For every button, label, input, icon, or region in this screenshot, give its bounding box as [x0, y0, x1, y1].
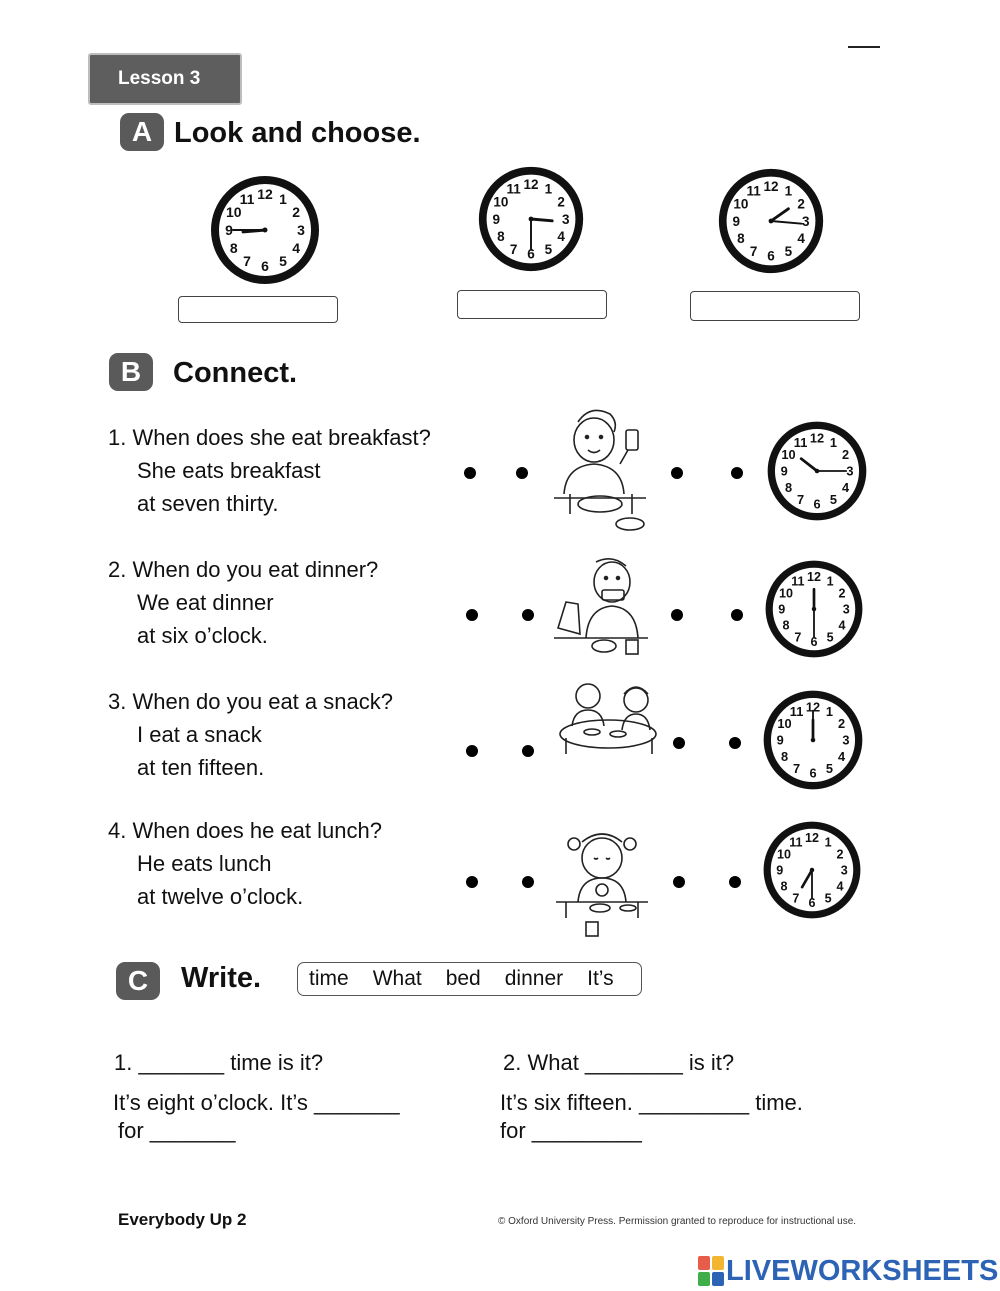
clock-numeral: 12: [807, 570, 821, 585]
clock-numeral: 11: [239, 190, 255, 207]
liveworksheets-logo-icon: [698, 1256, 724, 1286]
connect-item-2: [108, 553, 378, 652]
clock-numeral: 8: [497, 229, 505, 245]
write-q2-line2: It’s six fifteen. _________ time.: [500, 1090, 803, 1115]
clock-numeral: 12: [763, 179, 779, 195]
clock-hub: [529, 217, 534, 222]
clock-numeral: 6: [527, 246, 535, 262]
clock-hub: [810, 868, 814, 872]
clock-numeral: 11: [793, 435, 808, 451]
connect-dot-picture-left-4[interactable]: [522, 876, 534, 888]
clock-numeral: 2: [557, 194, 565, 210]
connect-answer-3a: I eat a snack: [137, 722, 262, 747]
write-q2-line3: for _________: [500, 1118, 642, 1143]
word-bank: [297, 962, 642, 996]
clock-numeral: 10: [781, 447, 796, 463]
clock-hour-hand: [531, 219, 552, 221]
clock-numeral: 3: [802, 213, 810, 229]
clock-numeral: 10: [777, 847, 792, 862]
clock-numeral: 5: [829, 492, 838, 508]
clock-numeral: 6: [813, 496, 821, 512]
answer-box-1[interactable]: [178, 296, 338, 323]
connect-answer-3b: at ten fifteen.: [137, 755, 265, 780]
clock-numeral: 9: [776, 732, 784, 748]
write-q1-line1: 1. _______ time is it?: [114, 1050, 324, 1075]
clock-numeral: 11: [791, 574, 805, 589]
clock-numeral: 8: [784, 480, 793, 496]
clock-numeral: 12: [257, 186, 273, 202]
connect-dot-clock-2[interactable]: [731, 609, 743, 621]
answer-box-2[interactable]: [457, 290, 607, 319]
clock-numeral: 12: [805, 699, 821, 715]
clock-numeral: 9: [492, 211, 500, 227]
clock-numeral: 3: [842, 602, 850, 617]
connect-dot-picture-right-1[interactable]: [671, 467, 683, 479]
connect-clock-1: [764, 418, 870, 524]
clock-numeral: 6: [261, 258, 269, 274]
clock-numeral: 3: [562, 211, 570, 227]
connect-dot-sentence-2[interactable]: [466, 609, 478, 621]
clock-numeral: 5: [544, 241, 553, 257]
connect-question-1: 1. When does she eat breakfast?: [108, 425, 431, 450]
copyright-note: © Oxford University Press. Permission granted to reproduce for instructional use.: [498, 1216, 857, 1227]
book-title: Everybody Up 2: [118, 1210, 247, 1229]
connect-dot-sentence-1[interactable]: [464, 467, 476, 479]
clock-numeral: 12: [809, 430, 825, 446]
clock-numeral: 5: [824, 891, 832, 906]
write-q1-line2: It’s eight o’clock. It’s _______: [113, 1090, 400, 1115]
clock-numeral: 11: [746, 183, 761, 199]
clock-numeral: 7: [792, 761, 801, 777]
connect-dot-clock-4[interactable]: [729, 876, 741, 888]
section-a-title: Look and choose.: [174, 117, 421, 149]
clock-numeral: 12: [523, 177, 539, 193]
connect-item-4: [108, 814, 382, 913]
boy-eating-breakfast-illustration: [550, 402, 650, 534]
clock-numeral: 1: [544, 181, 553, 197]
connect-item-1: [108, 421, 431, 520]
word-bank-item: It’s: [587, 967, 614, 990]
clock-numeral: 10: [779, 586, 794, 601]
section-a-clock-2: [475, 163, 587, 275]
clock-numeral: 2: [836, 847, 844, 862]
clock-numeral: 1: [824, 835, 832, 850]
section-a-clock-3: [715, 165, 827, 277]
clock-numeral: 7: [243, 253, 251, 270]
top-dash: [848, 46, 880, 48]
clock-numeral: 3: [846, 463, 854, 479]
liveworksheets-logo[interactable]: [698, 1253, 998, 1289]
clock-numeral: 2: [292, 204, 301, 220]
connect-clock-2: [762, 557, 866, 661]
connect-clock-4: [760, 818, 864, 922]
clock-numeral: 2: [797, 196, 805, 212]
connect-item-3: [108, 685, 393, 784]
answer-box-3[interactable]: [690, 291, 860, 321]
connect-question-2: 2. When do you eat dinner?: [108, 557, 379, 582]
clock-numeral: 5: [826, 630, 834, 645]
clock-numeral: 8: [229, 240, 238, 256]
clock-hub: [811, 738, 816, 743]
connect-answer-1b: at seven thirty.: [137, 491, 279, 516]
clock-numeral: 9: [776, 863, 784, 878]
clock-numeral: 1: [784, 183, 793, 199]
clock-numeral: 1: [826, 574, 834, 589]
write-q1-line3: for _______: [118, 1118, 236, 1143]
clock-numeral: 4: [557, 229, 565, 245]
clock-numeral: 10: [777, 716, 792, 732]
clock-numeral: 8: [780, 749, 789, 765]
connect-dot-picture-right-3[interactable]: [673, 737, 685, 749]
clock-numeral: 4: [292, 240, 301, 256]
clock-numeral: 3: [842, 732, 850, 748]
clock-hub: [812, 607, 816, 611]
connect-answer-1a: She eats breakfast: [137, 458, 321, 483]
clock-numeral: 7: [509, 241, 518, 257]
clock-numeral: 8: [737, 231, 745, 247]
clock-hub: [769, 219, 774, 224]
section-a-clock-1: [207, 172, 323, 288]
clock-numeral: 4: [797, 231, 805, 247]
boy-eating-sandwich-illustration: [552, 552, 650, 664]
connect-dot-picture-left-3[interactable]: [522, 745, 534, 757]
word-bank-item: time: [309, 967, 349, 990]
word-bank-item: bed: [445, 967, 481, 990]
clock-numeral: 2: [841, 447, 850, 463]
section-b-title: Connect.: [173, 357, 298, 389]
clock-numeral: 10: [226, 204, 242, 220]
section-c-badge: C: [116, 962, 160, 1000]
liveworksheets-wordmark: LIVEWORKSHEETS: [726, 1254, 999, 1287]
connect-dot-sentence-3[interactable]: [466, 745, 478, 757]
clock-numeral: 6: [810, 634, 818, 649]
clock-numeral: 9: [780, 463, 788, 479]
connect-clock-3: [760, 687, 866, 793]
clock-numeral: 5: [784, 243, 793, 259]
clock-numeral: 7: [794, 630, 802, 645]
clock-numeral: 1: [829, 435, 838, 451]
clock-numeral: 10: [493, 194, 509, 210]
connect-dot-picture-left-1[interactable]: [516, 467, 528, 479]
clock-numeral: 2: [837, 716, 846, 732]
clock-numeral: 11: [506, 181, 521, 197]
clock-numeral: 10: [733, 196, 749, 212]
clock-numeral: 11: [789, 835, 803, 850]
clock-numeral: 8: [782, 618, 790, 633]
clock-numeral: 6: [809, 765, 817, 781]
clock-hub: [263, 228, 268, 233]
clock-numeral: 9: [225, 222, 233, 238]
girl-eating-lunch-illustration: [552, 822, 652, 940]
clock-numeral: 7: [792, 891, 800, 906]
clock-numeral: 7: [796, 492, 805, 508]
connect-question-4: 4. When does he eat lunch?: [108, 818, 382, 843]
clock-numeral: 5: [279, 253, 287, 270]
clock-numeral: 1: [825, 704, 834, 720]
connect-dot-picture-left-2[interactable]: [522, 609, 534, 621]
clock-numeral: 2: [838, 586, 846, 601]
clock-numeral: 1: [279, 190, 287, 207]
lesson-label: Lesson 3: [118, 68, 201, 89]
connect-answer-4a: He eats lunch: [137, 851, 272, 876]
connect-question-3: 3. When do you eat a snack?: [108, 689, 393, 714]
word-bank-item: What: [372, 967, 422, 990]
connect-dot-clock-1[interactable]: [731, 467, 743, 479]
clock-numeral: 11: [789, 704, 804, 720]
word-bank-item: dinner: [504, 967, 564, 990]
lesson-tab: [88, 53, 242, 105]
connect-dot-sentence-4[interactable]: [466, 876, 478, 888]
clock-numeral: 4: [838, 618, 846, 633]
clock-numeral: 3: [840, 863, 848, 878]
connect-dot-picture-right-4[interactable]: [673, 876, 685, 888]
clock-numeral: 3: [297, 222, 305, 238]
connect-answer-2a: We eat dinner: [137, 590, 274, 615]
write-q2-line1: 2. What ________ is it?: [503, 1050, 735, 1075]
clock-numeral: 4: [836, 879, 844, 894]
clock-numeral: 7: [749, 243, 758, 259]
clock-numeral: 9: [732, 213, 740, 229]
section-c-title: Write.: [181, 962, 262, 994]
clock-numeral: 5: [825, 761, 834, 777]
clock-numeral: 8: [780, 879, 788, 894]
kids-at-table-illustration: [556, 680, 660, 762]
clock-numeral: 6: [808, 895, 816, 910]
clock-numeral: 12: [805, 831, 819, 846]
clock-numeral: 9: [778, 602, 786, 617]
connect-dot-clock-3[interactable]: [729, 737, 741, 749]
connect-answer-2b: at six o’clock.: [137, 623, 268, 648]
clock-numeral: 4: [841, 480, 850, 496]
clock-numeral: 6: [767, 248, 775, 264]
connect-answer-4b: at twelve o’clock.: [137, 884, 304, 909]
section-b-badge: B: [109, 353, 153, 391]
section-a-badge: A: [120, 113, 164, 151]
connect-dot-picture-right-2[interactable]: [671, 609, 683, 621]
clock-numeral: 4: [837, 749, 846, 765]
clock-hub: [815, 469, 820, 474]
